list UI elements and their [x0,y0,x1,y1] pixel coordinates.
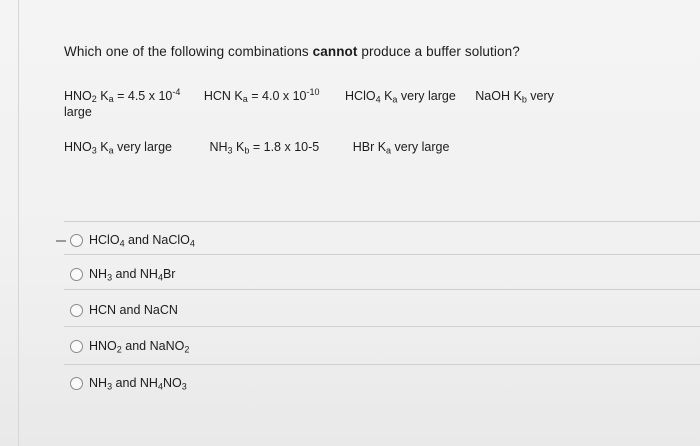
question-emphasis: cannot [312,44,358,59]
answer-option-2[interactable] [70,267,175,282]
radio-button[interactable] [70,377,83,390]
answer-option-3[interactable] [70,303,178,317]
answer-option-1[interactable] [70,233,195,248]
divider-3 [64,326,700,327]
answer-option-5[interactable] [70,376,187,391]
radio-button[interactable] [70,340,83,353]
divider-4 [64,364,700,365]
card-edge [18,0,19,446]
info-hno2: $HNO_2$ $K_a = 4.5$ x $10^{-4}$ [64,87,181,105]
option-label: $HNO_2$ and NaNO$_2$ [89,339,190,355]
info-hno3: $HNO_3$ $K_a$ very large [64,140,172,156]
answer-option-4[interactable] [70,339,189,354]
info-line-2 [64,140,449,155]
info-hcn: HCN $K_a = 4.0$ x $10^{-10}$ [203,87,320,105]
option-label: $NH_3$ and $NH_4Br$ [89,267,176,283]
radio-button[interactable] [70,234,83,247]
info-line-1 [64,87,554,104]
option-label: HClO$_4$ and NaClO$_4$ [89,233,195,249]
info-line-1-wrap: large [64,105,92,119]
info-naoh: NaOH $K_b$ very [475,88,554,105]
option-label: $NH_3$ and $NH_4NO_3$ [89,376,187,392]
question-text: Which one of the following combinations cannot produce a buffer solution? [64,44,520,59]
radio-button[interactable] [70,304,83,317]
divider-1 [64,254,700,255]
selection-indicator [56,240,66,242]
divider-top [64,221,700,222]
info-hclo4: HClO$_4$ $K_a$ very large [345,88,456,105]
divider-2 [64,289,700,290]
info-hbr: HBr $K_a$ very large [352,140,450,156]
radio-button[interactable] [70,268,83,281]
option-label: HCN and NaCN [89,303,178,317]
info-nh3: $NH_3$ $K_b = 1.8$ x 10-5 [209,140,320,156]
